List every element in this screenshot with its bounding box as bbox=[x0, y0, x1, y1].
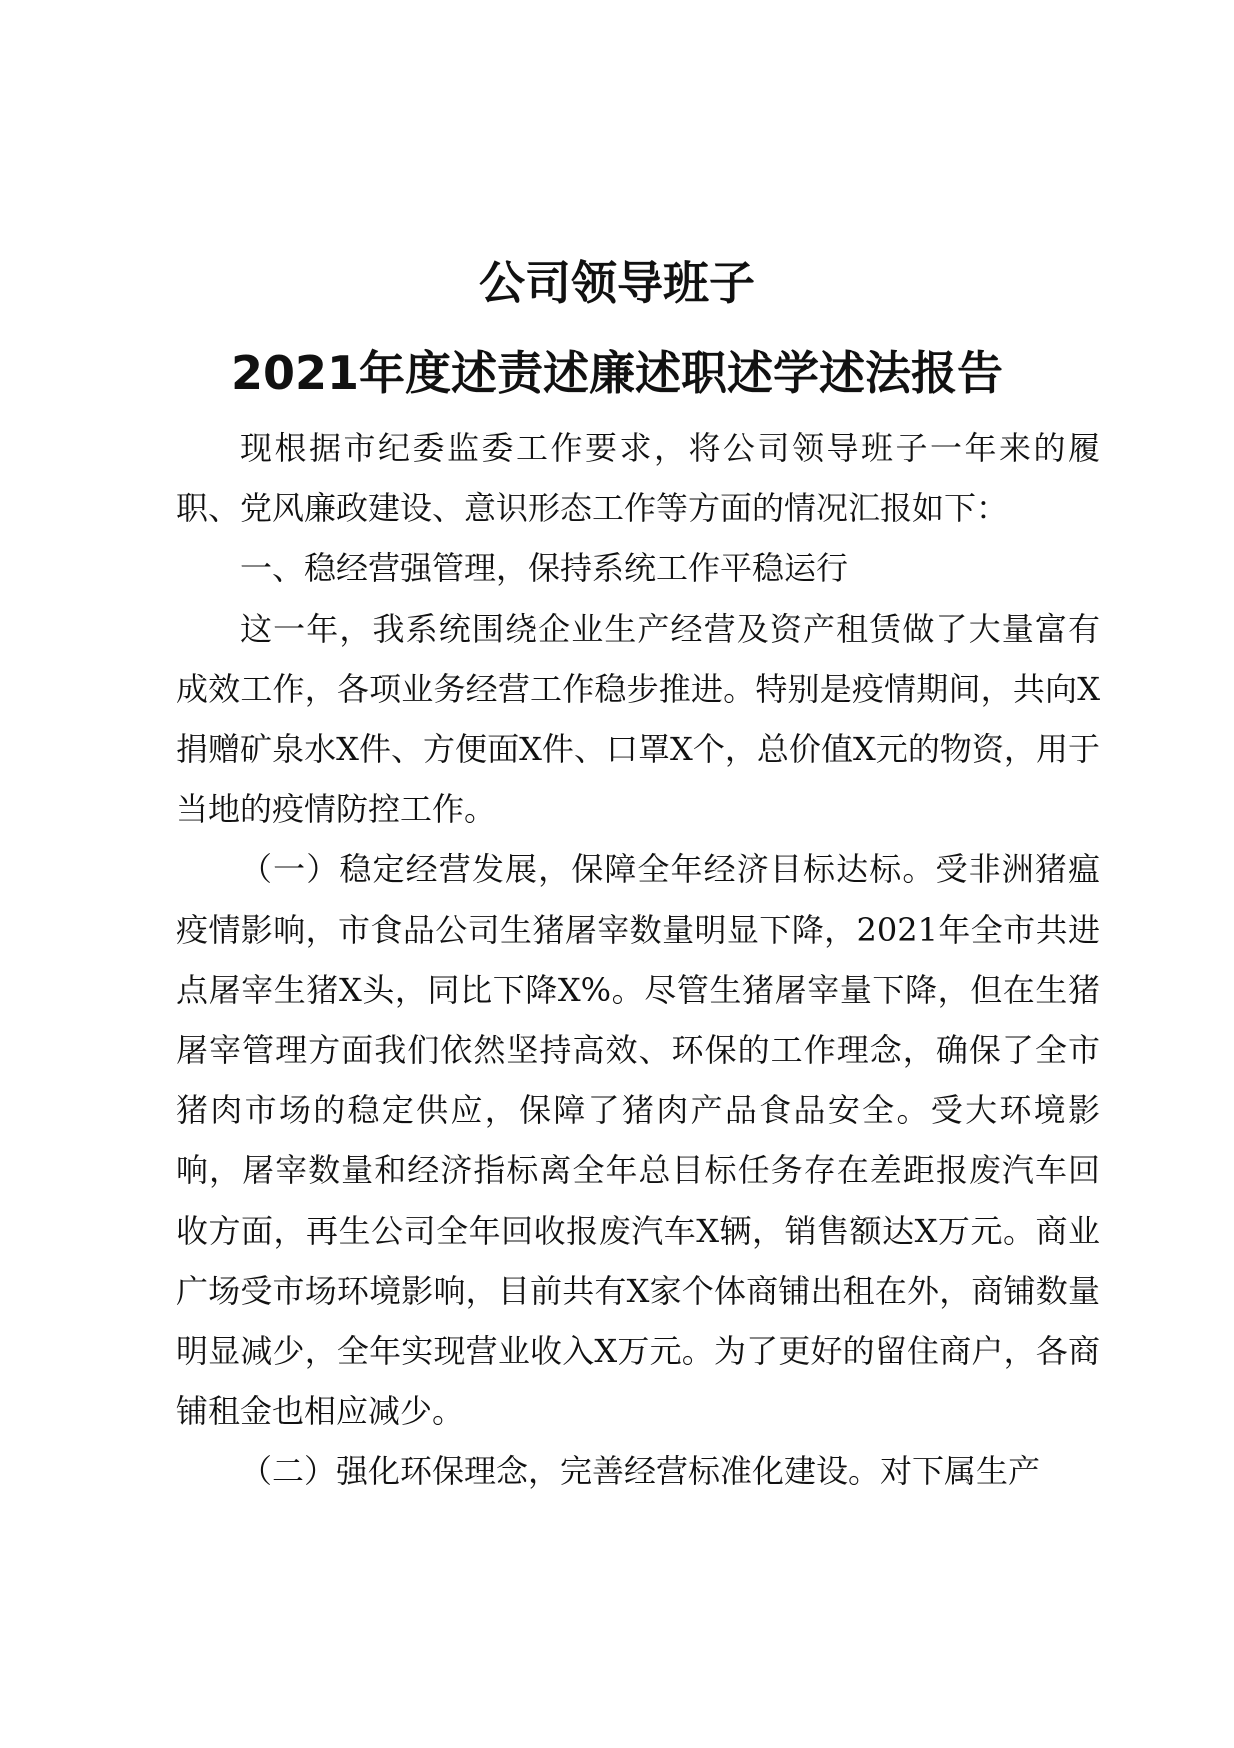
section-heading-1: 一、稳经营强管理，保持系统工作平稳运行 bbox=[240, 549, 849, 588]
intro-paragraph: 现根据市纪委监委工作要求，将公司领导班子一年来的履职、党风廉政建设、意识形态工作等方面的情况汇报如下： bbox=[176, 429, 1100, 528]
document-body bbox=[176, 418, 1100, 1502]
document-title-line-1: 公司领导班子 bbox=[479, 256, 755, 310]
section-1-paragraph: 这一年，我系统围绕企业生产经营及资产租赁做了大量富有成效工作，各项业务经营工作稳步推进。特别是疫情期间，共向X捐赠矿泉水X件、方便面X件、口罩X个，总价值X元的物资，用于当地的疫情防控工作。 bbox=[176, 609, 1100, 829]
document-title-line-2: 2021年度述责述廉述职述学述法报告 bbox=[230, 346, 1004, 400]
subsection-1-paragraph: （一）稳定经营发展，保障全年经济目标达标。受非洲猪瘟疫情影响，市食品公司生猪屠宰数量明显下降，2021年全市共进点屠宰生猪X头，同比下降X%。尽管生猪屠宰量下降，但在生猪屠宰管理方面我们依然坚持高效、环保的工作理念，确保了全市猪肉市场的稳定供应，保障了猪肉产品食品安全。受大环境影响，屠宰数量和经济指标离全年总目标任务存在差距报废汽车回收方面，再生公司全年回收报废汽车X辆，销售额达X万元。商业广场受市场环境影响，目前共有X家个体商铺出租在外，商铺数量明显减少，全年实现营业收入X万元。为了更好的留住商户，各商铺租金也相应减少。 bbox=[176, 850, 1100, 1431]
subsection-2-paragraph: （二）强化环保理念，完善经营标准化建设。对下属生产 bbox=[240, 1452, 1041, 1491]
